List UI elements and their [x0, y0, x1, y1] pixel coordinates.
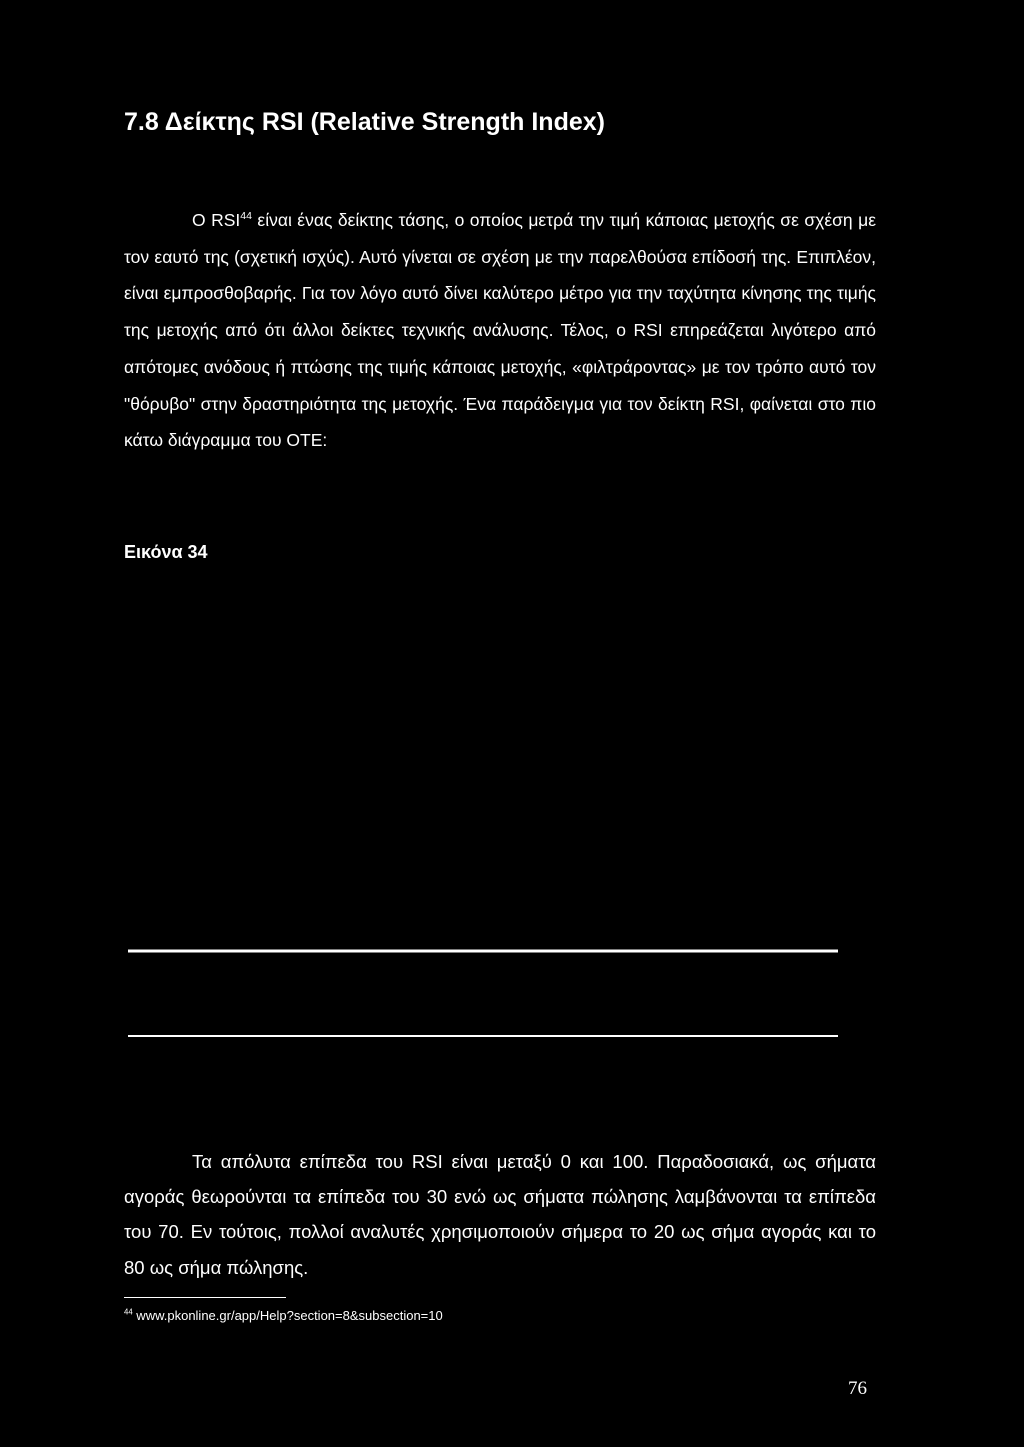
figure-label: Εικόνα 34 — [124, 542, 208, 562]
footnote-link[interactable]: www.pkonline.gr/app/Help?section=8&subsection=10 — [132, 1308, 443, 1323]
footnote-divider — [124, 1297, 286, 1298]
intro-text-rest: είναι ένας δείκτης τάσης, ο οποίος μετρά την τιμή κάποιας μετοχής σε σχέση με τον εαυτό της (σχετική ισχύς). Αυτό γίνεται σε σχέση με την παρελθούσα επίδοσή της. Επιπλέον, είναι εμπροσθοβαρής. Για τον λόγο αυτό δίνει καλύτερο μέτρο για την ταχύτητα κίνησης της τιμής της μετοχής από ότι άλλοι δείκτες τεχνικής ανάλυσης. Τέλος, ο RSI επηρεάζεται λιγότερο από απότομες ανόδους ή πτώσης της τιμής κάποιας μετοχής, «φιλτράροντας» με τον τρόπο αυτό τον "θόρυβο" στην δραστηριότητα της μετοχής. Ένα παράδειγμα για τον δείκτη RSI, φαίνεται στο πιο κάτω διάγραμμα του ΟΤΕ: — [124, 210, 877, 451]
page-number: 76 — [848, 1378, 867, 1399]
footnote-marker: 44 — [124, 1307, 133, 1317]
footnote-reference[interactable]: 44 — [240, 210, 252, 223]
section-heading: 7.8 Δείκτης RSI (Relative Strength Index) — [124, 108, 605, 136]
figure-chart-area — [124, 580, 876, 1120]
rsi-levels-paragraph: Τα απόλυτα επίπεδα του RSI είναι μεταξύ 0 και 100. Παραδοσιακά, ως σήματα αγοράς θεωρούνται τα επίπεδα του 30 ενώ ως σήματα πώλησης λαμβάνονται τα επίπεδα του 70. Εν τούτοις, πολλοί αναλυτές χρησιμοποιούν σήμερα το 20 ως σήμα αγοράς και το 80 ως σήμα πώλησης. — [124, 1151, 876, 1278]
intro-paragraph — [124, 202, 876, 459]
intro-text-start: Ο RSI — [192, 210, 241, 230]
footnote — [124, 1308, 443, 1323]
